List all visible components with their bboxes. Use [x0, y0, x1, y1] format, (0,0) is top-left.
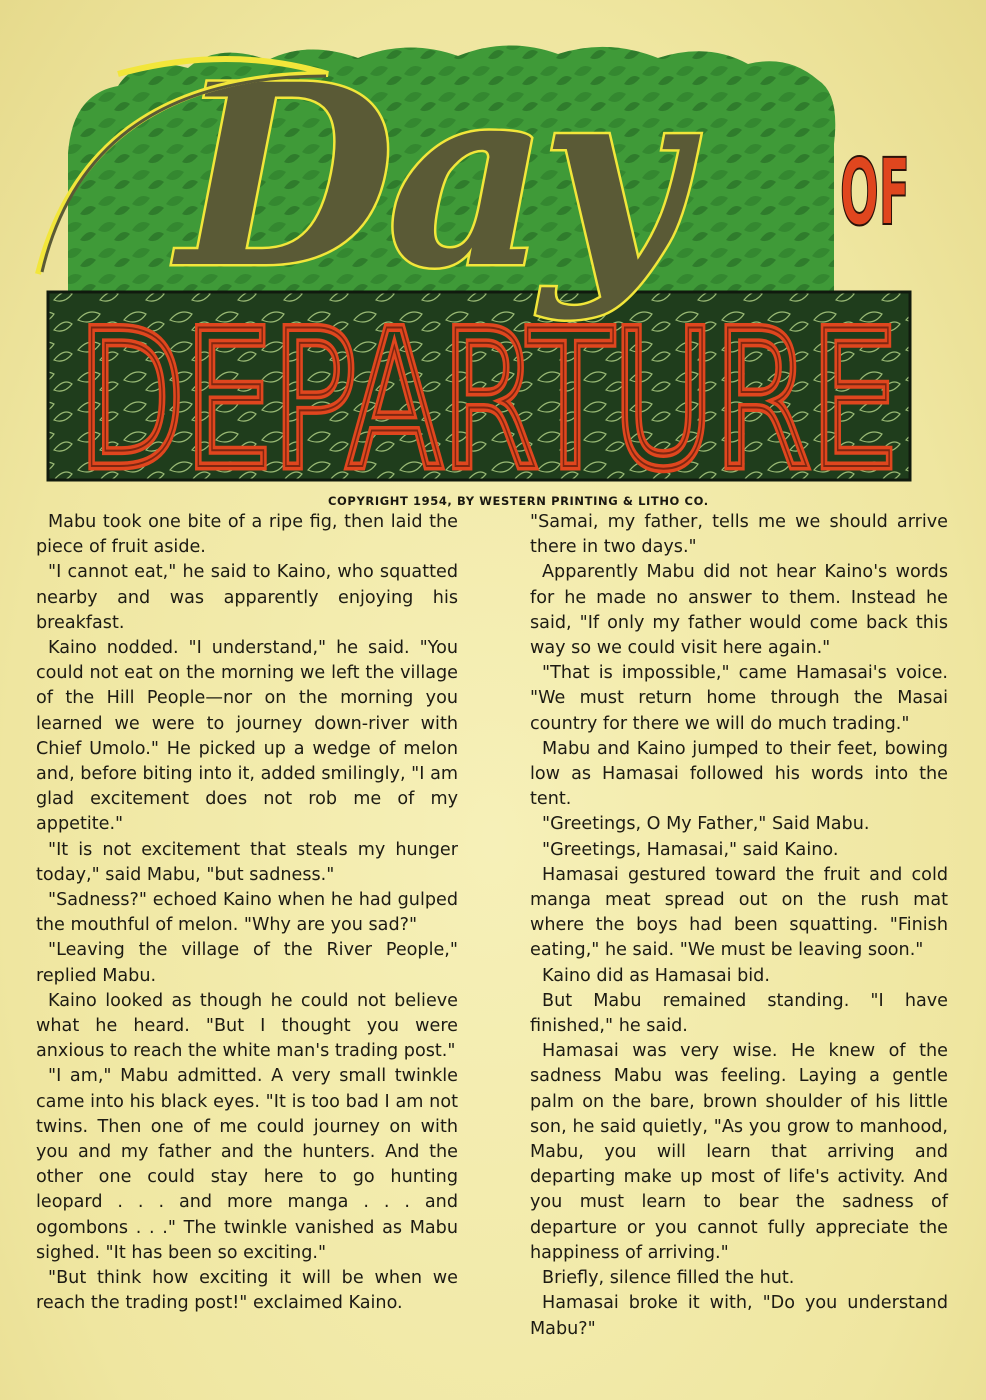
- story-column-right: [530, 510, 948, 1342]
- story-column-left: [36, 510, 458, 1317]
- paragraph: Mabu and Kaino jumped to their feet, bowing low as Hamasai followed his words into the tent.: [530, 738, 948, 810]
- paragraph: "Samai, my father, tells me we should arrive there in two days.": [530, 512, 948, 558]
- paragraph: Apparently Mabu did not hear Kaino's words for he made no answer to them. Instead he said, "If only my father would come back this way so we could visit here again.": [530, 562, 948, 659]
- paragraph: "I cannot eat," he said to Kaino, who squatted nearby and was apparently enjoying his breakfast.: [36, 562, 458, 633]
- paragraph: Hamasai broke it with, "Do you understand Mabu?": [530, 1293, 948, 1339]
- paragraph: "Greetings, O My Father," Said Mabu.: [542, 814, 870, 835]
- paragraph: Hamasai gestured toward the fruit and cold manga meat spread out on the rush mat where the boys had been squatting. "Finish eating," he said. "We must be leaving soon.": [530, 864, 948, 961]
- paragraph: "It is not excitement that steals my hunger today," said Mabu, "but sadness.": [36, 839, 458, 885]
- paragraph: "I am," Mabu admitted. A very small twinkle came into his black eyes. "It is too bad I am not twins. Then one of me could journey on with you and my father and the hunters. And the other one could stay here to go hunting leopard . . . and more manga . . . and ogombons . . ." The twinkle vanished as Mabu sighed. "It has been so exciting.": [36, 1066, 458, 1263]
- svg-text:Day: Day: [178, 29, 679, 323]
- paragraph: "Greetings, Hamasai," said Kaino.: [542, 839, 839, 860]
- paragraph: Hamasai was very wise. He knew of the sadness Mabu was feeling. Laying a gentle palm on the bare, brown shoulder of his little son, he said quietly, "As you grow to manhood, Mabu, you will learn that arriving and departing make up most of life's activity. And you must learn to bear the sadness of departure or you cannot fully appreciate the happiness of arriving.": [530, 1041, 948, 1263]
- title-departure-shadow: DEPARTURE: [78, 290, 898, 511]
- title-departure: DEPARTURE: [78, 290, 898, 511]
- paragraph: But Mabu remained standing. "I have finished," he said.: [530, 990, 948, 1037]
- paragraph: Kaino did as Hamasai bid.: [542, 965, 770, 986]
- paragraph: Briefly, silence filled the hut.: [542, 1268, 795, 1289]
- paragraph: "But think how exciting it will be when we reach the trading post!" exclaimed Kaino.: [36, 1268, 458, 1314]
- paragraph: Mabu took one bite of a ripe fig, then laid the piece of fruit aside.: [36, 512, 458, 558]
- title-of: OF: [840, 139, 910, 246]
- paragraph: Kaino nodded. "I understand," he said. "You could not eat on the morning we left the village of the Hill People—nor on the morning you learned we were to journey down-river with Chief Umolo." He picked up a wedge of melon and, before biting into it, added smilingly, "I am glad excitement does not rob me of my appetite.": [36, 638, 458, 835]
- copyright-line: COPYRIGHT 1954, BY WESTERN PRINTING & LITHO CO.: [328, 494, 709, 508]
- paragraph: "That is impossible," came Hamasai's voice. "We must return home through the Masai country for there we will do much trading.": [530, 663, 948, 734]
- paragraph: "Leaving the village of the River People," replied Mabu.: [36, 940, 458, 986]
- paragraph: "Sadness?" echoed Kaino when he had gulped the mouthful of melon. "Why are you sad?": [36, 890, 458, 936]
- paragraph: Kaino looked as though he could not believe what he heard. "But I thought you were anxious to reach the white man's trading post.": [36, 990, 458, 1062]
